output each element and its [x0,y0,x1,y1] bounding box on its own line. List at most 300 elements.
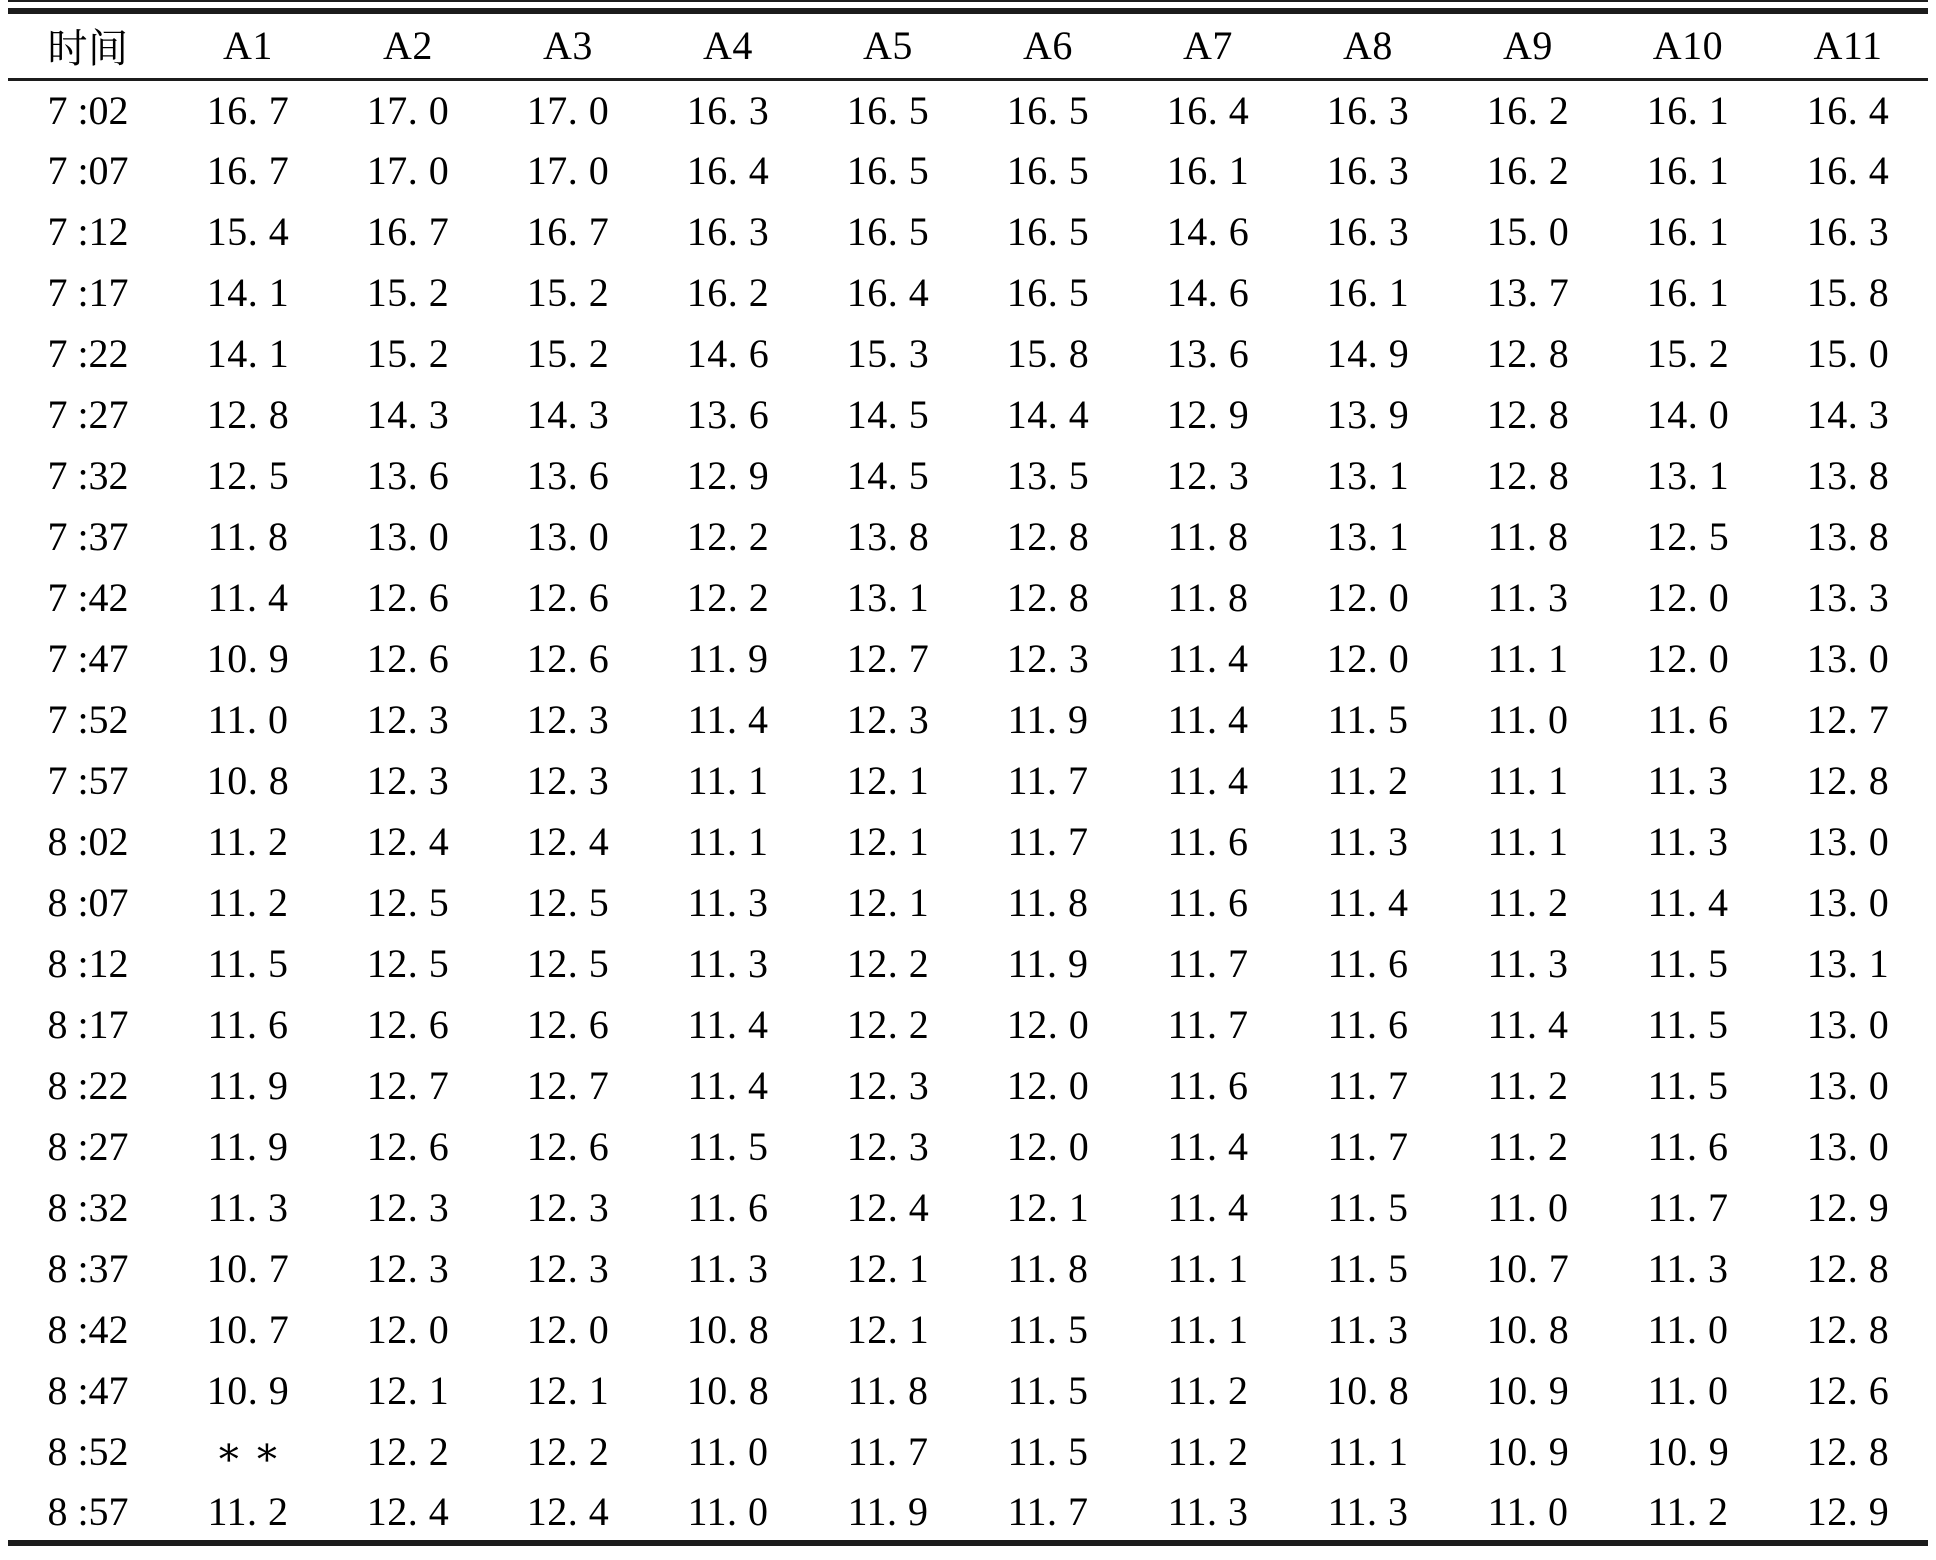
table-row [8,506,1928,567]
value-cell: 12. 6 [526,1002,610,1047]
value-cell: 12. 5 [526,880,610,925]
value-cell: 11. 4 [687,697,769,742]
value-cell: 12. 5 [366,941,450,986]
value-cell: 11. 2 [1487,880,1569,925]
value-cell: 12. 7 [846,636,930,681]
value-cell: 11. 0 [1487,1185,1569,1230]
value-cell: 12. 1 [846,880,930,925]
value-cell: 16. 7 [366,209,450,254]
time-cell: 7 :17 [47,270,129,315]
value-cell: 12. 6 [526,575,610,620]
table-row [8,1299,1928,1360]
time-cell: 8 :07 [47,880,129,925]
value-cell: 14. 6 [686,331,770,376]
value-cell: 11. 6 [1167,880,1249,925]
value-cell: 16. 2 [686,270,770,315]
value-cell: 13. 0 [1806,819,1890,864]
time-cell: 7 :52 [47,697,129,742]
value-cell: 11. 8 [207,514,289,559]
value-cell: 11. 0 [1647,1307,1729,1352]
value-cell: 11. 6 [1167,819,1249,864]
value-cell: 12. 8 [1806,758,1890,803]
value-cell: 16. 4 [1806,87,1890,133]
value-cell: 13. 1 [1326,514,1410,559]
time-cell: 8 :32 [47,1185,129,1230]
value-cell: 11. 0 [207,697,289,742]
value-cell: 12. 2 [686,514,770,559]
value-cell: 11. 1 [1327,1429,1409,1474]
time-cell: 8 :47 [47,1368,129,1413]
value-cell: 11. 5 [1007,1307,1089,1352]
value-cell: 11. 3 [1647,758,1729,803]
value-cell: 11. 7 [1167,941,1249,986]
value-cell: 16. 7 [526,209,610,254]
value-cell: 15. 2 [526,331,610,376]
value-cell: 16. 3 [1326,148,1410,193]
value-cell: 12. 0 [1006,1002,1090,1047]
value-cell: 11. 7 [1007,819,1089,864]
time-cell: 8 :27 [47,1124,129,1169]
table-row [8,1238,1928,1299]
value-cell: 11. 3 [687,1246,769,1291]
time-cell: 7 :37 [47,514,129,559]
value-cell: 10. 8 [206,758,290,803]
value-cell: 12. 5 [526,941,610,986]
value-cell: 11. 5 [1327,1185,1409,1230]
value-cell: 11. 3 [1487,575,1569,620]
time-cell: 8 :57 [47,1488,129,1534]
value-cell: 12. 1 [846,1246,930,1291]
value-cell: 13. 1 [1326,453,1410,498]
value-cell: 11. 3 [207,1185,289,1230]
value-cell: 15. 2 [366,331,450,376]
value-cell: 10. 9 [206,1368,290,1413]
value-cell: 12. 6 [526,636,610,681]
value-cell: 12. 6 [366,1002,450,1047]
column-header-a1: A1 [168,11,328,79]
table-row [8,872,1928,933]
time-cell: 8 :17 [47,1002,129,1047]
time-cell: 8 :12 [47,941,129,986]
value-cell: 17. 0 [366,148,450,193]
table-row [8,750,1928,811]
value-cell: 15. 2 [526,270,610,315]
value-cell: 12. 7 [1806,697,1890,742]
value-cell: 11. 6 [1167,1063,1249,1108]
value-cell: 13. 9 [1326,392,1410,437]
value-cell: 12. 3 [1166,453,1250,498]
value-cell: 12. 5 [366,880,450,925]
column-header-a10: A10 [1608,11,1768,79]
time-cell: 7 :32 [47,453,129,498]
value-cell: 11. 9 [687,636,769,681]
value-cell: 11. 9 [1007,697,1089,742]
value-cell: 11. 7 [1327,1063,1409,1108]
value-cell: 13. 0 [1806,636,1890,681]
value-cell: 12. 3 [366,1185,450,1230]
value-cell: 11. 2 [1487,1124,1569,1169]
value-cell: 12. 6 [366,575,450,620]
value-cell: 10. 8 [1326,1368,1410,1413]
value-cell: 13. 6 [526,453,610,498]
table-row [8,1116,1928,1177]
value-cell: 11. 4 [1167,758,1249,803]
value-cell: 11. 3 [1647,819,1729,864]
value-cell: 13. 1 [846,575,930,620]
value-cell: 12. 1 [846,1307,930,1352]
value-cell: 16. 4 [1166,87,1250,133]
value-cell: 14. 3 [1806,392,1890,437]
missing-value-cell: ∗ ∗ [215,1429,281,1474]
table-row [8,79,1928,140]
value-cell: 12. 3 [846,1124,930,1169]
value-cell: 12. 8 [1806,1307,1890,1352]
value-cell: 16. 5 [1006,209,1090,254]
value-cell: 11. 0 [687,1488,769,1534]
table-row [8,1055,1928,1116]
value-cell: 12. 3 [526,1185,610,1230]
value-cell: 12. 3 [526,697,610,742]
value-cell: 11. 6 [1647,697,1729,742]
table-body [8,79,1928,1543]
value-cell: 11. 3 [1327,1488,1409,1534]
value-cell: 11. 7 [1327,1124,1409,1169]
value-cell: 11. 1 [1487,819,1569,864]
value-cell: 11. 1 [1487,758,1569,803]
value-cell: 12. 8 [1806,1429,1890,1474]
data-table [8,8,1928,1546]
value-cell: 11. 4 [687,1002,769,1047]
column-header-time: 时间 [8,11,168,79]
value-cell: 16. 2 [1486,87,1570,133]
table-top-thin-rule [8,0,1928,2]
value-cell: 12. 1 [1006,1185,1090,1230]
value-cell: 16. 1 [1646,270,1730,315]
value-cell: 12. 6 [526,1124,610,1169]
value-cell: 12. 8 [1006,575,1090,620]
value-cell: 12. 8 [1486,453,1570,498]
value-cell: 12. 4 [846,1185,930,1230]
value-cell: 12. 8 [1806,1246,1890,1291]
value-cell: 11. 5 [1007,1368,1089,1413]
value-cell: 14. 3 [526,392,610,437]
value-cell: 11. 6 [687,1185,769,1230]
value-cell: 11. 6 [1327,1002,1409,1047]
value-cell: 13. 6 [686,392,770,437]
value-cell: 12. 8 [1486,331,1570,376]
value-cell: 11. 4 [1167,1185,1249,1230]
value-cell: 15. 2 [1646,331,1730,376]
value-cell: 11. 2 [1647,1488,1729,1534]
value-cell: 11. 3 [687,880,769,925]
value-cell: 11. 1 [687,819,769,864]
value-cell: 11. 0 [1647,1368,1729,1413]
column-header-a2: A2 [328,11,488,79]
value-cell: 12. 6 [1806,1368,1890,1413]
value-cell: 11. 0 [687,1429,769,1474]
table-row [8,628,1928,689]
value-cell: 13. 0 [526,514,610,559]
value-cell: 16. 4 [846,270,930,315]
value-cell: 14. 6 [1166,270,1250,315]
value-cell: 16. 5 [846,209,930,254]
value-cell: 11. 5 [1647,1063,1729,1108]
value-cell: 13. 0 [1806,1002,1890,1047]
value-cell: 11. 2 [207,880,289,925]
column-header-a7: A7 [1128,11,1288,79]
value-cell: 13. 0 [366,514,450,559]
value-cell: 11. 5 [1327,1246,1409,1291]
table-row [8,384,1928,445]
value-cell: 12. 3 [846,697,930,742]
value-cell: 12. 1 [846,758,930,803]
value-cell: 13. 1 [1806,941,1890,986]
value-cell: 12. 0 [526,1307,610,1352]
value-cell: 12. 0 [1006,1063,1090,1108]
value-cell: 11. 8 [1007,880,1089,925]
value-cell: 13. 1 [1646,453,1730,498]
value-cell: 11. 7 [1167,1002,1249,1047]
value-cell: 16. 2 [1486,148,1570,193]
value-cell: 12. 3 [1006,636,1090,681]
value-cell: 14. 6 [1166,209,1250,254]
value-cell: 11. 4 [1167,1124,1249,1169]
value-cell: 10. 8 [686,1307,770,1352]
value-cell: 11. 8 [1487,514,1569,559]
value-cell: 13. 7 [1486,270,1570,315]
value-cell: 12. 7 [526,1063,610,1108]
table-row [8,1482,1928,1543]
value-cell: 12. 8 [206,392,290,437]
column-header-a4: A4 [648,11,808,79]
time-cell: 8 :37 [47,1246,129,1291]
value-cell: 12. 9 [1806,1488,1890,1534]
time-cell: 8 :22 [47,1063,129,1108]
value-cell: 10. 8 [686,1368,770,1413]
value-cell: 12. 4 [526,1488,610,1534]
value-cell: 15. 8 [1006,331,1090,376]
value-cell: 16. 7 [206,148,290,193]
value-cell: 12. 8 [1006,514,1090,559]
value-cell: 12. 3 [366,697,450,742]
value-cell: 11. 8 [1007,1246,1089,1291]
value-cell: 11. 7 [1647,1185,1729,1230]
value-cell: 11. 8 [1167,575,1249,620]
value-cell: 11. 2 [1167,1429,1249,1474]
value-cell: 12. 9 [1806,1185,1890,1230]
value-cell: 11. 5 [1647,941,1729,986]
column-header-a11: A11 [1768,11,1928,79]
value-cell: 11. 3 [1647,1246,1729,1291]
header-row [8,11,1928,79]
time-cell: 7 :42 [47,575,129,620]
value-cell: 16. 1 [1646,148,1730,193]
value-cell: 12. 9 [1166,392,1250,437]
value-cell: 17. 0 [526,87,610,133]
table-row [8,811,1928,872]
value-cell: 13. 0 [1806,880,1890,925]
value-cell: 15. 0 [1486,209,1570,254]
value-cell: 14. 4 [1006,392,1090,437]
value-cell: 16. 1 [1646,87,1730,133]
value-cell: 12. 5 [206,453,290,498]
value-cell: 12. 3 [526,1246,610,1291]
table-row [8,323,1928,384]
value-cell: 12. 0 [366,1307,450,1352]
value-cell: 11. 2 [1327,758,1409,803]
value-cell: 13. 5 [1006,453,1090,498]
value-cell: 10. 9 [1486,1368,1570,1413]
value-cell: 15. 2 [366,270,450,315]
value-cell: 11. 0 [1487,1488,1569,1534]
value-cell: 10. 9 [206,636,290,681]
value-cell: 16. 7 [206,87,290,133]
value-cell: 12. 4 [366,819,450,864]
value-cell: 11. 1 [1167,1307,1249,1352]
value-cell: 16. 1 [1646,209,1730,254]
value-cell: 13. 3 [1806,575,1890,620]
value-cell: 12. 2 [846,941,930,986]
value-cell: 12. 0 [1646,575,1730,620]
value-cell: 11. 4 [687,1063,769,1108]
value-cell: 12. 6 [366,1124,450,1169]
value-cell: 11. 3 [687,941,769,986]
value-cell: 11. 5 [207,941,289,986]
value-cell: 14. 5 [846,392,930,437]
table-row [8,567,1928,628]
value-cell: 10. 7 [206,1246,290,1291]
value-cell: 10. 9 [1486,1429,1570,1474]
column-header-a9: A9 [1448,11,1608,79]
column-header-a3: A3 [488,11,648,79]
value-cell: 11. 3 [1327,1307,1409,1352]
value-cell: 16. 5 [846,148,930,193]
value-cell: 12. 0 [1326,575,1410,620]
value-cell: 12. 3 [846,1063,930,1108]
value-cell: 11. 6 [207,1002,289,1047]
value-cell: 16. 5 [1006,87,1090,133]
value-cell: 11. 5 [1647,1002,1729,1047]
column-header-a5: A5 [808,11,968,79]
table-row [8,994,1928,1055]
table-row [8,262,1928,323]
value-cell: 11. 3 [1167,1488,1249,1534]
value-cell: 13. 6 [366,453,450,498]
value-cell: 12. 0 [1646,636,1730,681]
value-cell: 11. 8 [1167,514,1249,559]
value-cell: 12. 3 [366,1246,450,1291]
table-row [8,1360,1928,1421]
value-cell: 13. 0 [1806,1063,1890,1108]
value-cell: 12. 8 [1486,392,1570,437]
value-cell: 14. 1 [206,270,290,315]
column-header-a6: A6 [968,11,1128,79]
value-cell: 13. 6 [1166,331,1250,376]
value-cell: 10. 7 [1486,1246,1570,1291]
value-cell: 11. 9 [1007,941,1089,986]
time-cell: 8 :42 [47,1307,129,1352]
value-cell: 11. 1 [1487,636,1569,681]
value-cell: 15. 0 [1806,331,1890,376]
time-cell: 7 :47 [47,636,129,681]
time-cell: 7 :27 [47,392,129,437]
value-cell: 14. 5 [846,453,930,498]
value-cell: 11. 4 [1167,636,1249,681]
value-cell: 11. 6 [1327,941,1409,986]
value-cell: 16. 3 [1326,87,1410,133]
value-cell: 12. 3 [366,758,450,803]
value-cell: 11. 9 [207,1124,289,1169]
value-cell: 11. 5 [687,1124,769,1169]
value-cell: 16. 4 [1806,148,1890,193]
value-cell: 11. 4 [1167,697,1249,742]
value-cell: 17. 0 [526,148,610,193]
value-cell: 12. 2 [846,1002,930,1047]
value-cell: 12. 1 [846,819,930,864]
value-cell: 11. 4 [1487,1002,1569,1047]
value-cell: 11. 3 [1487,941,1569,986]
value-cell: 17. 0 [366,87,450,133]
value-cell: 14. 3 [366,392,450,437]
value-cell: 11. 9 [207,1063,289,1108]
table-row [8,689,1928,750]
value-cell: 12. 4 [526,819,610,864]
value-cell: 11. 7 [847,1429,929,1474]
value-cell: 11. 0 [1487,697,1569,742]
value-cell: 16. 1 [1166,148,1250,193]
value-cell: 14. 9 [1326,331,1410,376]
value-cell: 15. 4 [206,209,290,254]
table-header [8,11,1928,79]
value-cell: 13. 8 [846,514,930,559]
value-cell: 10. 9 [1646,1429,1730,1474]
time-cell: 8 :52 [47,1429,129,1474]
table-row [8,1177,1928,1238]
value-cell: 12. 1 [366,1368,450,1413]
value-cell: 12. 5 [1646,514,1730,559]
value-cell: 12. 7 [366,1063,450,1108]
value-cell: 12. 6 [366,636,450,681]
value-cell: 14. 0 [1646,392,1730,437]
value-cell: 12. 2 [686,575,770,620]
value-cell: 11. 2 [207,819,289,864]
value-cell: 10. 8 [1486,1307,1570,1352]
value-cell: 11. 4 [1327,880,1409,925]
value-cell: 11. 2 [207,1488,289,1534]
value-cell: 12. 4 [366,1488,450,1534]
time-cell: 8 :02 [47,819,129,864]
time-cell: 7 :22 [47,331,129,376]
value-cell: 13. 8 [1806,514,1890,559]
time-cell: 7 :12 [47,209,129,254]
value-cell: 16. 3 [686,209,770,254]
value-cell: 15. 8 [1806,270,1890,315]
value-cell: 13. 8 [1806,453,1890,498]
value-cell: 12. 1 [526,1368,610,1413]
table-row [8,445,1928,506]
value-cell: 16. 4 [686,148,770,193]
time-cell: 7 :57 [47,758,129,803]
value-cell: 11. 2 [1487,1063,1569,1108]
value-cell: 11. 8 [847,1368,929,1413]
value-cell: 11. 1 [1167,1246,1249,1291]
value-cell: 11. 5 [1007,1429,1089,1474]
value-cell: 11. 6 [1647,1124,1729,1169]
value-cell: 11. 7 [1007,1488,1089,1534]
value-cell: 11. 5 [1327,697,1409,742]
value-cell: 14. 1 [206,331,290,376]
value-cell: 12. 3 [526,758,610,803]
